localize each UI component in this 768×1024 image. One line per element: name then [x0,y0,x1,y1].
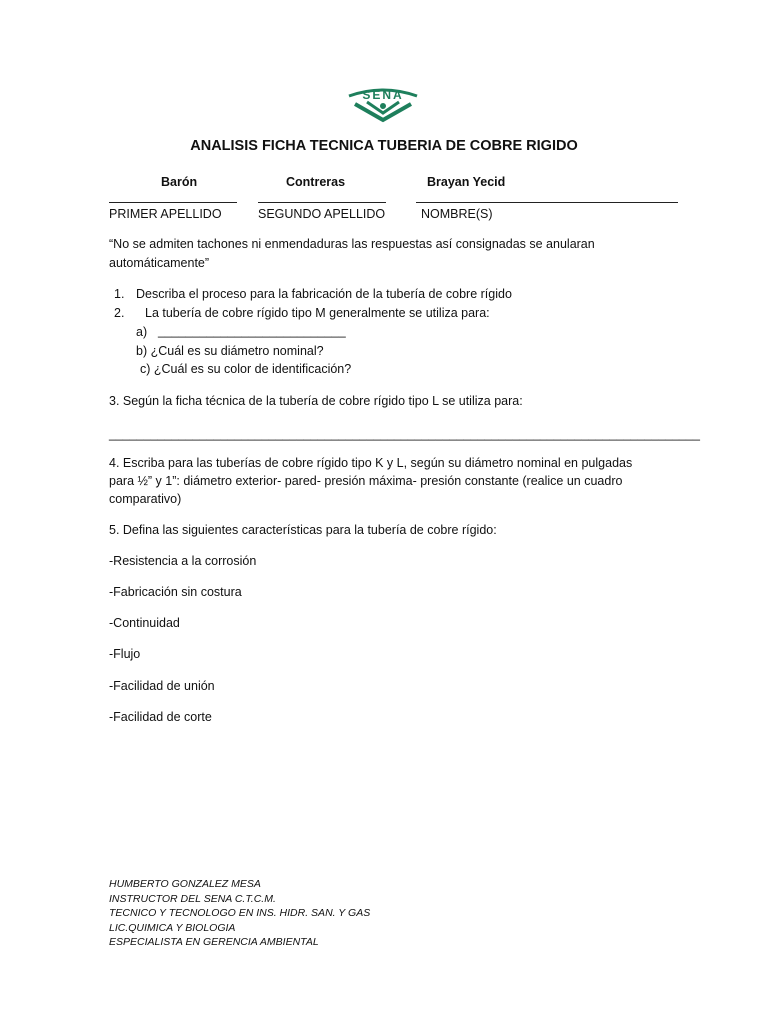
footer-line: TECNICO Y TECNOLOGO EN INS. HIDR. SAN. Y GAS [109,907,371,919]
document-title: ANALISIS FICHA TECNICA TUBERIA DE COBRE RIGIDO [190,138,578,154]
question-3-text: 3. Según la ficha técnica de la tubería de cobre rígido tipo L se utiliza para: [109,394,523,408]
instructor-signature-block [109,877,370,950]
characteristic-item: -Facilidad de unión [109,679,215,693]
notice-line-1: “No se admiten tachones ni enmendaduras las respuestas así consignadas se anularan [109,237,595,251]
nombres-underline [416,202,678,203]
primer-apellido-label: PRIMER APELLIDO [109,207,222,221]
question-2a-label: a) [136,325,148,339]
nombres-value: Brayan Yecid [427,175,506,189]
question-1-number: 1. [114,287,125,301]
characteristic-item: -Fabricación sin costura [109,585,242,599]
question-4-line-3: comparativo) [109,492,182,506]
notice-line-2: automáticamente” [109,256,210,270]
sena-logo-text: SENA [362,88,404,102]
characteristic-item: -Resistencia a la corrosión [109,554,257,568]
sena-logo [345,86,421,126]
primer-apellido-underline [109,202,237,203]
question-2-number: 2. [114,306,125,320]
characteristic-item: -Flujo [109,647,141,661]
footer-line: INSTRUCTOR DEL SENA C.T.C.M. [109,892,276,905]
segundo-apellido-underline [258,202,386,203]
question-2b-text: b) ¿Cuál es su diámetro nominal? [136,344,324,358]
question-4-line-2: para ½” y 1”: diámetro exterior- pared- presión máxima- presión constante (realice un cuadro [109,474,623,488]
primer-apellido-value: Barón [161,175,198,189]
question-2a-blank: ___________________________ [158,324,346,338]
question-4-line-1: 4. Escriba para las tuberías de cobre rígido tipo K y L, según su diámetro nominal en pulgadas [109,456,633,470]
footer-line: ESPECIALISTA EN GERENCIA AMBIENTAL [109,936,319,948]
question-5-text: 5. Defina las siguientes características para la tubería de cobre rígido: [109,523,497,537]
question-2c-text: c) ¿Cuál es su color de identificación? [140,362,352,376]
characteristic-item: -Continuidad [109,616,180,630]
segundo-apellido-label: SEGUNDO APELLIDO [258,207,386,221]
question-3-blank: _____________________________________________________________________________________ [109,427,700,441]
nombres-label: NOMBRE(S) [421,207,493,221]
question-2-text: La tubería de cobre rígido tipo M generalmente se utiliza para: [145,306,490,320]
footer-line: HUMBERTO GONZALEZ MESA [109,878,261,890]
footer-line: LIC.QUIMICA Y BIOLOGIA [109,921,236,934]
question-1-text: Describa el proceso para la fabricación de la tubería de cobre rígido [136,287,512,301]
segundo-apellido-value: Contreras [286,175,346,189]
characteristic-item: -Facilidad de corte [109,710,212,724]
